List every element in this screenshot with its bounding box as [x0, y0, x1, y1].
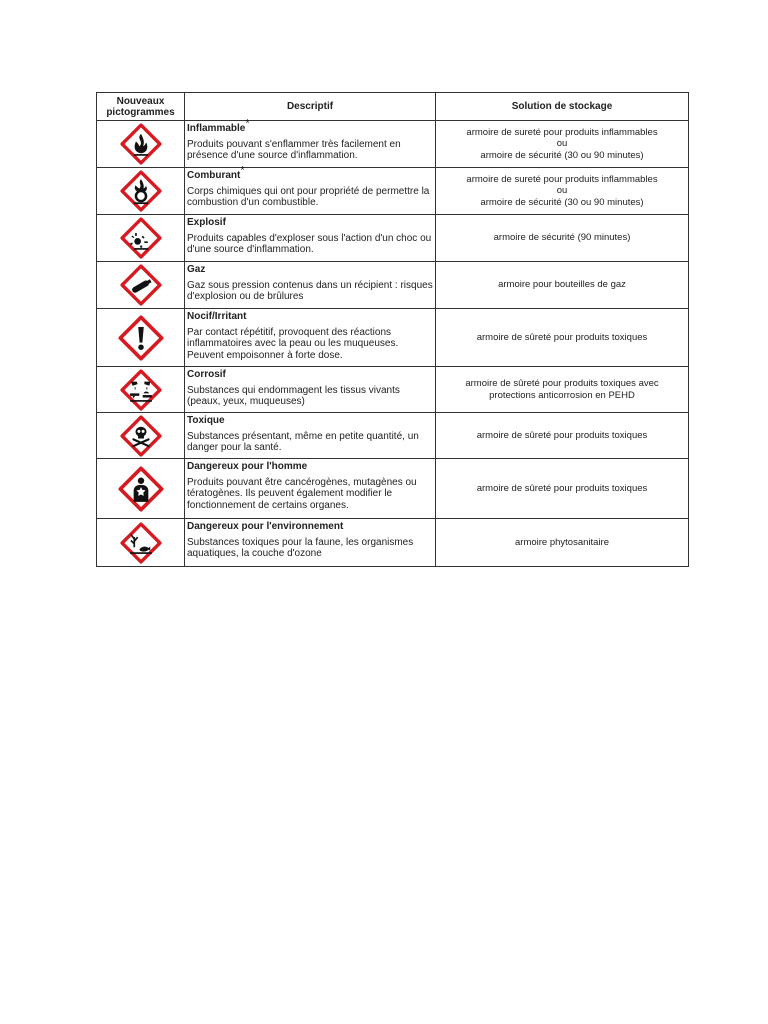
pictogram-cell [97, 309, 185, 367]
storage-line: armoire de sécurité (30 ou 90 minutes) [480, 196, 644, 208]
hazard-description: Gaz sous pression contenus dans un récipient : risques d'explosion ou de brûlures [187, 279, 433, 302]
pictogram-cell [97, 215, 185, 262]
header-pictograms [97, 93, 185, 121]
hazard-name: Gaz [187, 264, 206, 275]
asterisk: * [240, 164, 245, 177]
hazard-name: Toxique [187, 415, 225, 426]
storage-line: armoire phytosanitaire [515, 536, 609, 548]
pictogram-cell [97, 121, 185, 168]
description-cell [185, 519, 436, 567]
hazard-name: Dangereux pour l'homme [187, 461, 308, 472]
pictogram-cell [97, 459, 185, 519]
storage-line: armoire de sureté pour produits inflammables [466, 126, 658, 138]
gas-cylinder-icon [120, 264, 162, 306]
hazard-name: Nocif/Irritant [187, 311, 247, 322]
storage-cell [436, 519, 689, 567]
description-cell [185, 164, 436, 215]
table-row [97, 519, 689, 567]
hazard-description: Produits capables d'exploser sous l'action d'un choc ou d'une source d'inflammation. [187, 232, 432, 255]
environment-icon [120, 522, 162, 564]
description-cell [185, 262, 436, 309]
hazard-description: Substances qui endommagent les tissus vivants (peaux, yeux, muqueuses) [187, 384, 400, 407]
pictogram-cell [97, 262, 185, 309]
hazard-name: Comburant [187, 170, 241, 181]
header-storage [436, 93, 689, 121]
corrosion-icon [120, 369, 162, 411]
hazard-description: Corps chimiques qui ont pour propriété de permettre la combustion d'un combustible. [187, 185, 430, 208]
table-row [97, 168, 689, 215]
table-row [97, 262, 689, 309]
storage-cell [436, 309, 689, 367]
description-cell [185, 215, 436, 262]
skull-crossbones-icon [120, 415, 162, 457]
pictogram-cell [97, 413, 185, 459]
hazard-description: Substances toxiques pour la faune, les organismes aquatiques, la couche d'ozone [187, 536, 414, 559]
flame-icon [120, 123, 162, 165]
header-description [185, 93, 436, 121]
storage-cell [436, 413, 689, 459]
storage-line: armoire de sureté pour produits inflammables [466, 173, 658, 185]
description-cell [185, 367, 436, 413]
header-pictograms-label: Nouveaux pictogrammes [106, 95, 175, 118]
description-cell [185, 309, 436, 367]
hazard-description: Produits pouvant être cancérogènes, mutagènes ou tératogènes. Ils peuvent également modifier le fonctionnement de certains organes. [187, 476, 417, 511]
flame-over-circle-icon [120, 170, 162, 212]
pictogram-cell [97, 367, 185, 413]
storage-line: armoire de sûreté pour produits toxiques [476, 429, 648, 441]
description-cell [185, 117, 436, 168]
storage-line: protections anticorrosion en PEHD [489, 389, 635, 401]
table-row [97, 413, 689, 459]
table-row [97, 459, 689, 519]
storage-line: armoire de sécurité (90 minutes) [493, 232, 631, 244]
table-row [97, 367, 689, 413]
ghs-pictogram-table [96, 92, 689, 567]
storage-cell [436, 459, 689, 519]
storage-line: ou [556, 138, 568, 150]
pictogram-cell [97, 168, 185, 215]
storage-cell [436, 367, 689, 413]
hazard-name: Dangereux pour l'environnement [187, 521, 344, 532]
header-storage-label: Solution de stockage [511, 101, 613, 112]
storage-cell [436, 215, 689, 262]
hazard-name: Inflammable [187, 123, 246, 134]
pictogram-cell [97, 519, 185, 567]
hazard-description: Produits pouvant s'enflammer très facilement en présence d'une source d'inflammation. [187, 138, 401, 161]
table-row [97, 121, 689, 168]
storage-cell [436, 121, 689, 168]
storage-line: armoire de sécurité (30 ou 90 minutes) [480, 149, 644, 161]
description-cell [185, 459, 436, 519]
storage-line: armoire de sûreté pour produits toxiques avec [465, 378, 659, 389]
hazard-name: Corrosif [187, 369, 226, 380]
hazard-name: Explosif [187, 217, 226, 228]
exploding-bomb-icon [120, 217, 162, 259]
header-description-label: Descriptif [286, 101, 334, 112]
storage-line: ou [556, 185, 568, 197]
storage-line: armoire de sûreté pour produits toxiques [476, 331, 648, 343]
hazard-description: Substances présentant, même en petite quantité, un danger pour la santé. [187, 430, 419, 453]
exclamation-mark-icon [118, 315, 164, 361]
storage-cell [436, 262, 689, 309]
storage-line: armoire pour bouteilles de gaz [498, 279, 626, 291]
hazard-description: Par contact répétitif, provoquent des réactions inflammatoires avec la peau ou les muqueuses. Peuvent empoisonner à forte dose. [187, 326, 399, 361]
asterisk: * [245, 117, 250, 130]
document-page [96, 92, 688, 567]
storage-cell [436, 168, 689, 215]
health-hazard-icon [118, 466, 164, 512]
table-row [97, 309, 689, 367]
description-cell [185, 413, 436, 459]
table-header-row [97, 93, 689, 121]
storage-line: armoire de sûreté pour produits toxiques [476, 482, 648, 494]
table-row [97, 215, 689, 262]
